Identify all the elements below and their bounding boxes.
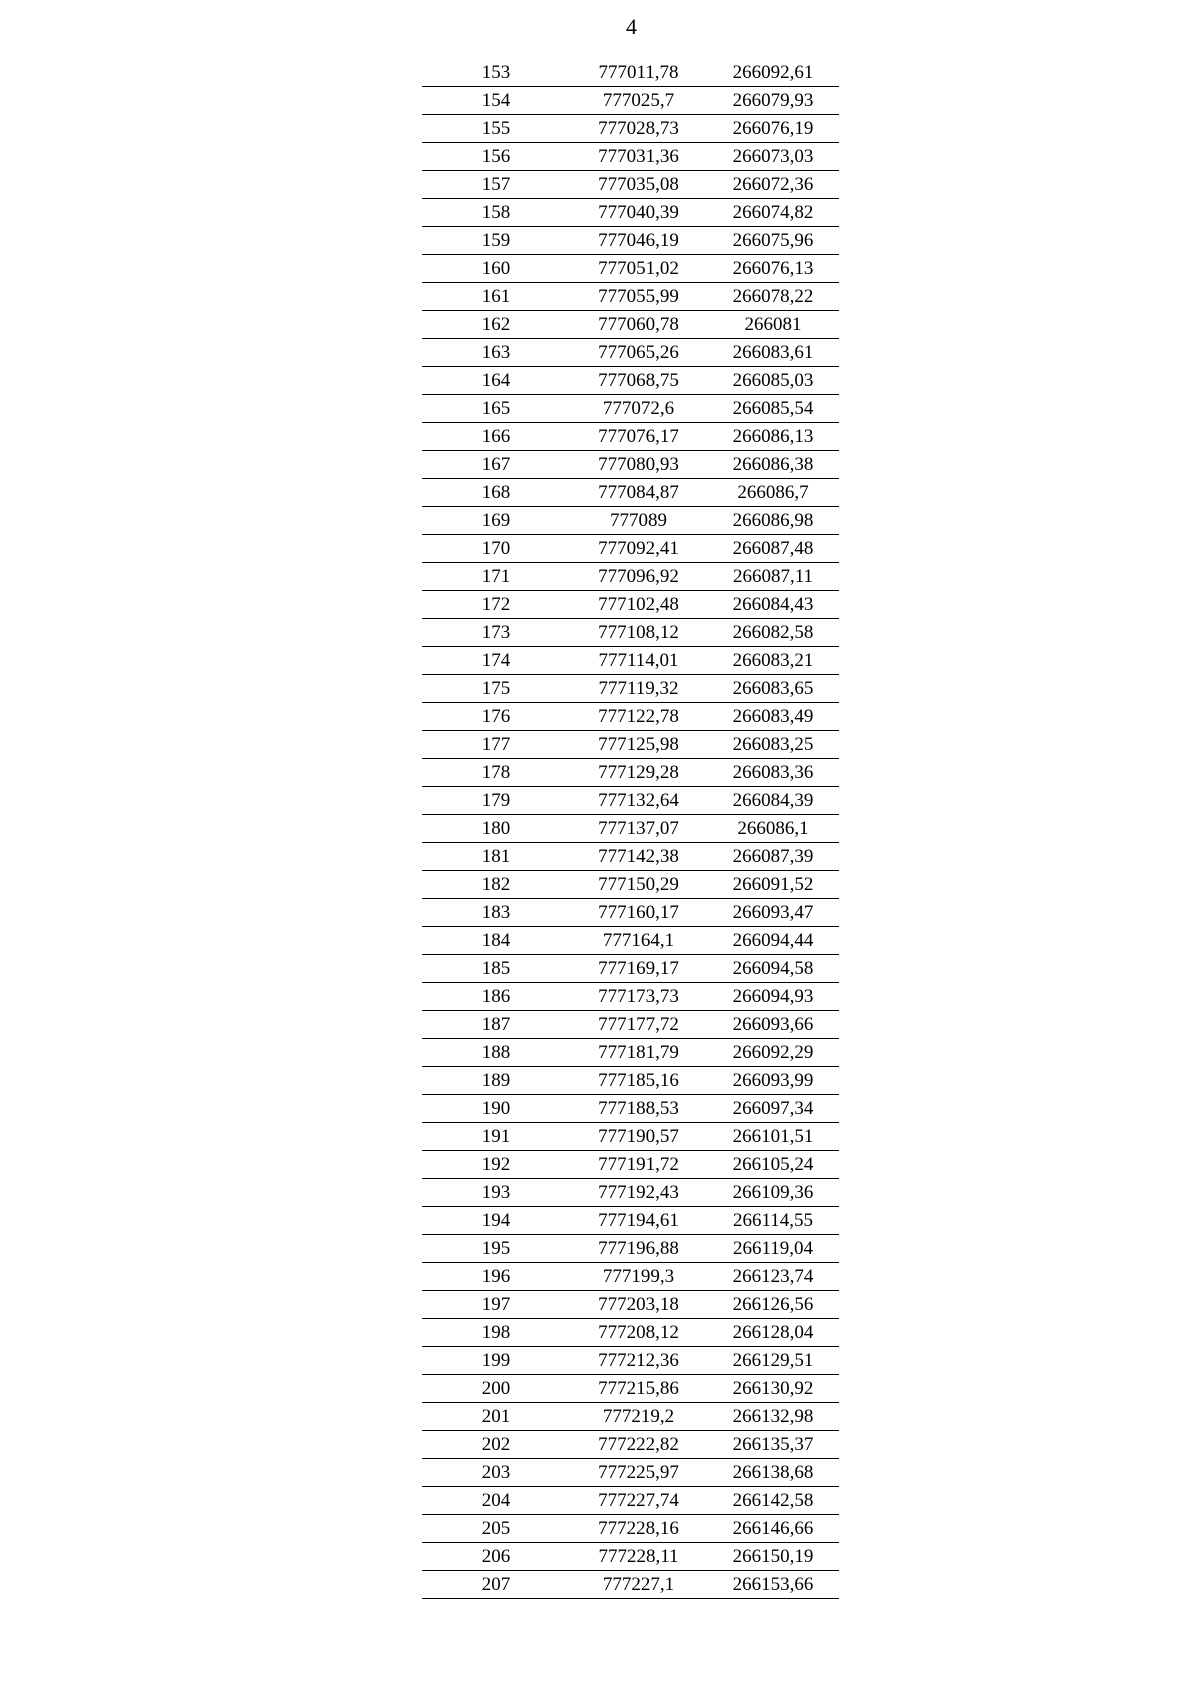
point-number-cell: 176 xyxy=(422,703,570,731)
point-number-cell: 179 xyxy=(422,787,570,815)
point-number-cell: 203 xyxy=(422,1459,570,1487)
point-number-cell: 193 xyxy=(422,1179,570,1207)
table-row xyxy=(422,787,839,815)
x-coordinate-cell: 777055,99 xyxy=(570,283,707,311)
coordinates-table-body xyxy=(422,59,839,1599)
y-coordinate-cell: 266093,47 xyxy=(707,899,839,927)
table-row xyxy=(422,1375,839,1403)
y-coordinate-cell: 266129,51 xyxy=(707,1347,839,1375)
y-coordinate-cell: 266101,51 xyxy=(707,1123,839,1151)
point-number-cell: 180 xyxy=(422,815,570,843)
x-coordinate-cell: 777076,17 xyxy=(570,423,707,451)
point-number-cell: 186 xyxy=(422,983,570,1011)
table-row xyxy=(422,955,839,983)
y-coordinate-cell: 266092,29 xyxy=(707,1039,839,1067)
x-coordinate-cell: 777080,93 xyxy=(570,451,707,479)
y-coordinate-cell: 266130,92 xyxy=(707,1375,839,1403)
table-row xyxy=(422,703,839,731)
point-number-cell: 189 xyxy=(422,1067,570,1095)
table-row xyxy=(422,1515,839,1543)
y-coordinate-cell: 266085,03 xyxy=(707,367,839,395)
x-coordinate-cell: 777219,2 xyxy=(570,1403,707,1431)
y-coordinate-cell: 266097,34 xyxy=(707,1095,839,1123)
table-row xyxy=(422,1263,839,1291)
x-coordinate-cell: 777046,19 xyxy=(570,227,707,255)
y-coordinate-cell: 266079,93 xyxy=(707,87,839,115)
x-coordinate-cell: 777122,78 xyxy=(570,703,707,731)
table-row xyxy=(422,1459,839,1487)
table-row xyxy=(422,1207,839,1235)
x-coordinate-cell: 777160,17 xyxy=(570,899,707,927)
y-coordinate-cell: 266094,44 xyxy=(707,927,839,955)
x-coordinate-cell: 777060,78 xyxy=(570,311,707,339)
table-row xyxy=(422,479,839,507)
x-coordinate-cell: 777011,78 xyxy=(570,59,707,87)
point-number-cell: 184 xyxy=(422,927,570,955)
x-coordinate-cell: 777031,36 xyxy=(570,143,707,171)
table-row xyxy=(422,115,839,143)
x-coordinate-cell: 777125,98 xyxy=(570,731,707,759)
point-number-cell: 155 xyxy=(422,115,570,143)
x-coordinate-cell: 777051,02 xyxy=(570,255,707,283)
y-coordinate-cell: 266085,54 xyxy=(707,395,839,423)
table-row xyxy=(422,1151,839,1179)
x-coordinate-cell: 777192,43 xyxy=(570,1179,707,1207)
y-coordinate-cell: 266086,98 xyxy=(707,507,839,535)
point-number-cell: 200 xyxy=(422,1375,570,1403)
point-number-cell: 181 xyxy=(422,843,570,871)
table-row xyxy=(422,871,839,899)
x-coordinate-cell: 777228,11 xyxy=(570,1543,707,1571)
table-row xyxy=(422,451,839,479)
y-coordinate-cell: 266083,21 xyxy=(707,647,839,675)
point-number-cell: 167 xyxy=(422,451,570,479)
table-row xyxy=(422,1235,839,1263)
y-coordinate-cell: 266132,98 xyxy=(707,1403,839,1431)
point-number-cell: 194 xyxy=(422,1207,570,1235)
x-coordinate-cell: 777092,41 xyxy=(570,535,707,563)
y-coordinate-cell: 266082,58 xyxy=(707,619,839,647)
point-number-cell: 188 xyxy=(422,1039,570,1067)
table-row xyxy=(422,1123,839,1151)
x-coordinate-cell: 777068,75 xyxy=(570,367,707,395)
point-number-cell: 178 xyxy=(422,759,570,787)
x-coordinate-cell: 777181,79 xyxy=(570,1039,707,1067)
y-coordinate-cell: 266078,22 xyxy=(707,283,839,311)
y-coordinate-cell: 266086,7 xyxy=(707,479,839,507)
y-coordinate-cell: 266076,13 xyxy=(707,255,839,283)
table-row xyxy=(422,1011,839,1039)
table-row xyxy=(422,395,839,423)
table-row xyxy=(422,1571,839,1599)
point-number-cell: 187 xyxy=(422,1011,570,1039)
point-number-cell: 170 xyxy=(422,535,570,563)
x-coordinate-cell: 777108,12 xyxy=(570,619,707,647)
table-row xyxy=(422,1067,839,1095)
point-number-cell: 185 xyxy=(422,955,570,983)
point-number-cell: 158 xyxy=(422,199,570,227)
table-row xyxy=(422,535,839,563)
x-coordinate-cell: 777190,57 xyxy=(570,1123,707,1151)
x-coordinate-cell: 777169,17 xyxy=(570,955,707,983)
y-coordinate-cell: 266074,82 xyxy=(707,199,839,227)
y-coordinate-cell: 266119,04 xyxy=(707,1235,839,1263)
x-coordinate-cell: 777028,73 xyxy=(570,115,707,143)
point-number-cell: 164 xyxy=(422,367,570,395)
table-row xyxy=(422,507,839,535)
x-coordinate-cell: 777114,01 xyxy=(570,647,707,675)
y-coordinate-cell: 266146,66 xyxy=(707,1515,839,1543)
point-number-cell: 205 xyxy=(422,1515,570,1543)
point-number-cell: 163 xyxy=(422,339,570,367)
y-coordinate-cell: 266135,37 xyxy=(707,1431,839,1459)
point-number-cell: 165 xyxy=(422,395,570,423)
table-row xyxy=(422,759,839,787)
y-coordinate-cell: 266083,61 xyxy=(707,339,839,367)
x-coordinate-cell: 777084,87 xyxy=(570,479,707,507)
table-row xyxy=(422,143,839,171)
y-coordinate-cell: 266128,04 xyxy=(707,1319,839,1347)
y-coordinate-cell: 266081 xyxy=(707,311,839,339)
x-coordinate-cell: 777129,28 xyxy=(570,759,707,787)
y-coordinate-cell: 266087,48 xyxy=(707,535,839,563)
point-number-cell: 154 xyxy=(422,87,570,115)
point-number-cell: 174 xyxy=(422,647,570,675)
page-number: 4 xyxy=(626,14,637,39)
table-row xyxy=(422,199,839,227)
table-row xyxy=(422,1347,839,1375)
y-coordinate-cell: 266087,39 xyxy=(707,843,839,871)
point-number-cell: 162 xyxy=(422,311,570,339)
x-coordinate-cell: 777142,38 xyxy=(570,843,707,871)
y-coordinate-cell: 266084,43 xyxy=(707,591,839,619)
y-coordinate-cell: 266094,93 xyxy=(707,983,839,1011)
table-row xyxy=(422,87,839,115)
point-number-cell: 160 xyxy=(422,255,570,283)
x-coordinate-cell: 777065,26 xyxy=(570,339,707,367)
table-row xyxy=(422,171,839,199)
y-coordinate-cell: 266075,96 xyxy=(707,227,839,255)
y-coordinate-cell: 266094,58 xyxy=(707,955,839,983)
x-coordinate-cell: 777025,7 xyxy=(570,87,707,115)
x-coordinate-cell: 777089 xyxy=(570,507,707,535)
table-row xyxy=(422,1319,839,1347)
point-number-cell: 159 xyxy=(422,227,570,255)
table-row xyxy=(422,899,839,927)
point-number-cell: 190 xyxy=(422,1095,570,1123)
point-number-cell: 156 xyxy=(422,143,570,171)
table-row xyxy=(422,983,839,1011)
y-coordinate-cell: 266092,61 xyxy=(707,59,839,87)
table-row xyxy=(422,423,839,451)
x-coordinate-cell: 777185,16 xyxy=(570,1067,707,1095)
point-number-cell: 202 xyxy=(422,1431,570,1459)
x-coordinate-cell: 777132,64 xyxy=(570,787,707,815)
y-coordinate-cell: 266083,36 xyxy=(707,759,839,787)
point-number-cell: 183 xyxy=(422,899,570,927)
table-row xyxy=(422,1039,839,1067)
x-coordinate-cell: 777150,29 xyxy=(570,871,707,899)
coordinates-table xyxy=(422,59,839,1599)
y-coordinate-cell: 266142,58 xyxy=(707,1487,839,1515)
point-number-cell: 198 xyxy=(422,1319,570,1347)
x-coordinate-cell: 777119,32 xyxy=(570,675,707,703)
point-number-cell: 201 xyxy=(422,1403,570,1431)
table-row xyxy=(422,927,839,955)
table-row xyxy=(422,1179,839,1207)
x-coordinate-cell: 777225,97 xyxy=(570,1459,707,1487)
table-row xyxy=(422,1431,839,1459)
x-coordinate-cell: 777191,72 xyxy=(570,1151,707,1179)
y-coordinate-cell: 266126,56 xyxy=(707,1291,839,1319)
table-row xyxy=(422,843,839,871)
y-coordinate-cell: 266073,03 xyxy=(707,143,839,171)
y-coordinate-cell: 266087,11 xyxy=(707,563,839,591)
table-row xyxy=(422,367,839,395)
point-number-cell: 173 xyxy=(422,619,570,647)
table-row xyxy=(422,59,839,87)
y-coordinate-cell: 266076,19 xyxy=(707,115,839,143)
table-row xyxy=(422,1543,839,1571)
y-coordinate-cell: 266083,65 xyxy=(707,675,839,703)
x-coordinate-cell: 777188,53 xyxy=(570,1095,707,1123)
x-coordinate-cell: 777096,92 xyxy=(570,563,707,591)
y-coordinate-cell: 266150,19 xyxy=(707,1543,839,1571)
x-coordinate-cell: 777102,48 xyxy=(570,591,707,619)
point-number-cell: 197 xyxy=(422,1291,570,1319)
y-coordinate-cell: 266105,24 xyxy=(707,1151,839,1179)
y-coordinate-cell: 266093,99 xyxy=(707,1067,839,1095)
y-coordinate-cell: 266083,49 xyxy=(707,703,839,731)
point-number-cell: 191 xyxy=(422,1123,570,1151)
table-row xyxy=(422,591,839,619)
y-coordinate-cell: 266084,39 xyxy=(707,787,839,815)
y-coordinate-cell: 266153,66 xyxy=(707,1571,839,1599)
x-coordinate-cell: 777177,72 xyxy=(570,1011,707,1039)
point-number-cell: 169 xyxy=(422,507,570,535)
table-row xyxy=(422,619,839,647)
x-coordinate-cell: 777194,61 xyxy=(570,1207,707,1235)
point-number-cell: 206 xyxy=(422,1543,570,1571)
table-row xyxy=(422,1291,839,1319)
y-coordinate-cell: 266091,52 xyxy=(707,871,839,899)
y-coordinate-cell: 266123,74 xyxy=(707,1263,839,1291)
x-coordinate-cell: 777173,73 xyxy=(570,983,707,1011)
x-coordinate-cell: 777137,07 xyxy=(570,815,707,843)
x-coordinate-cell: 777035,08 xyxy=(570,171,707,199)
table-row xyxy=(422,1095,839,1123)
x-coordinate-cell: 777227,1 xyxy=(570,1571,707,1599)
x-coordinate-cell: 777072,6 xyxy=(570,395,707,423)
x-coordinate-cell: 777199,3 xyxy=(570,1263,707,1291)
point-number-cell: 157 xyxy=(422,171,570,199)
x-coordinate-cell: 777222,82 xyxy=(570,1431,707,1459)
table-row xyxy=(422,339,839,367)
y-coordinate-cell: 266086,13 xyxy=(707,423,839,451)
table-row xyxy=(422,1487,839,1515)
table-row xyxy=(422,283,839,311)
point-number-cell: 161 xyxy=(422,283,570,311)
y-coordinate-cell: 266086,1 xyxy=(707,815,839,843)
point-number-cell: 182 xyxy=(422,871,570,899)
point-number-cell: 207 xyxy=(422,1571,570,1599)
y-coordinate-cell: 266093,66 xyxy=(707,1011,839,1039)
point-number-cell: 175 xyxy=(422,675,570,703)
point-number-cell: 204 xyxy=(422,1487,570,1515)
y-coordinate-cell: 266114,55 xyxy=(707,1207,839,1235)
point-number-cell: 192 xyxy=(422,1151,570,1179)
table-row xyxy=(422,731,839,759)
y-coordinate-cell: 266138,68 xyxy=(707,1459,839,1487)
x-coordinate-cell: 777164,1 xyxy=(570,927,707,955)
table-row xyxy=(422,227,839,255)
table-row xyxy=(422,647,839,675)
table-row xyxy=(422,675,839,703)
x-coordinate-cell: 777203,18 xyxy=(570,1291,707,1319)
x-coordinate-cell: 777212,36 xyxy=(570,1347,707,1375)
point-number-cell: 171 xyxy=(422,563,570,591)
x-coordinate-cell: 777215,86 xyxy=(570,1375,707,1403)
x-coordinate-cell: 777228,16 xyxy=(570,1515,707,1543)
table-row xyxy=(422,311,839,339)
table-row xyxy=(422,563,839,591)
y-coordinate-cell: 266072,36 xyxy=(707,171,839,199)
point-number-cell: 166 xyxy=(422,423,570,451)
point-number-cell: 153 xyxy=(422,59,570,87)
point-number-cell: 199 xyxy=(422,1347,570,1375)
table-row xyxy=(422,255,839,283)
point-number-cell: 196 xyxy=(422,1263,570,1291)
y-coordinate-cell: 266086,38 xyxy=(707,451,839,479)
y-coordinate-cell: 266083,25 xyxy=(707,731,839,759)
point-number-cell: 172 xyxy=(422,591,570,619)
point-number-cell: 177 xyxy=(422,731,570,759)
point-number-cell: 195 xyxy=(422,1235,570,1263)
table-row xyxy=(422,815,839,843)
x-coordinate-cell: 777196,88 xyxy=(570,1235,707,1263)
x-coordinate-cell: 777040,39 xyxy=(570,199,707,227)
x-coordinate-cell: 777227,74 xyxy=(570,1487,707,1515)
x-coordinate-cell: 777208,12 xyxy=(570,1319,707,1347)
table-row xyxy=(422,1403,839,1431)
y-coordinate-cell: 266109,36 xyxy=(707,1179,839,1207)
point-number-cell: 168 xyxy=(422,479,570,507)
